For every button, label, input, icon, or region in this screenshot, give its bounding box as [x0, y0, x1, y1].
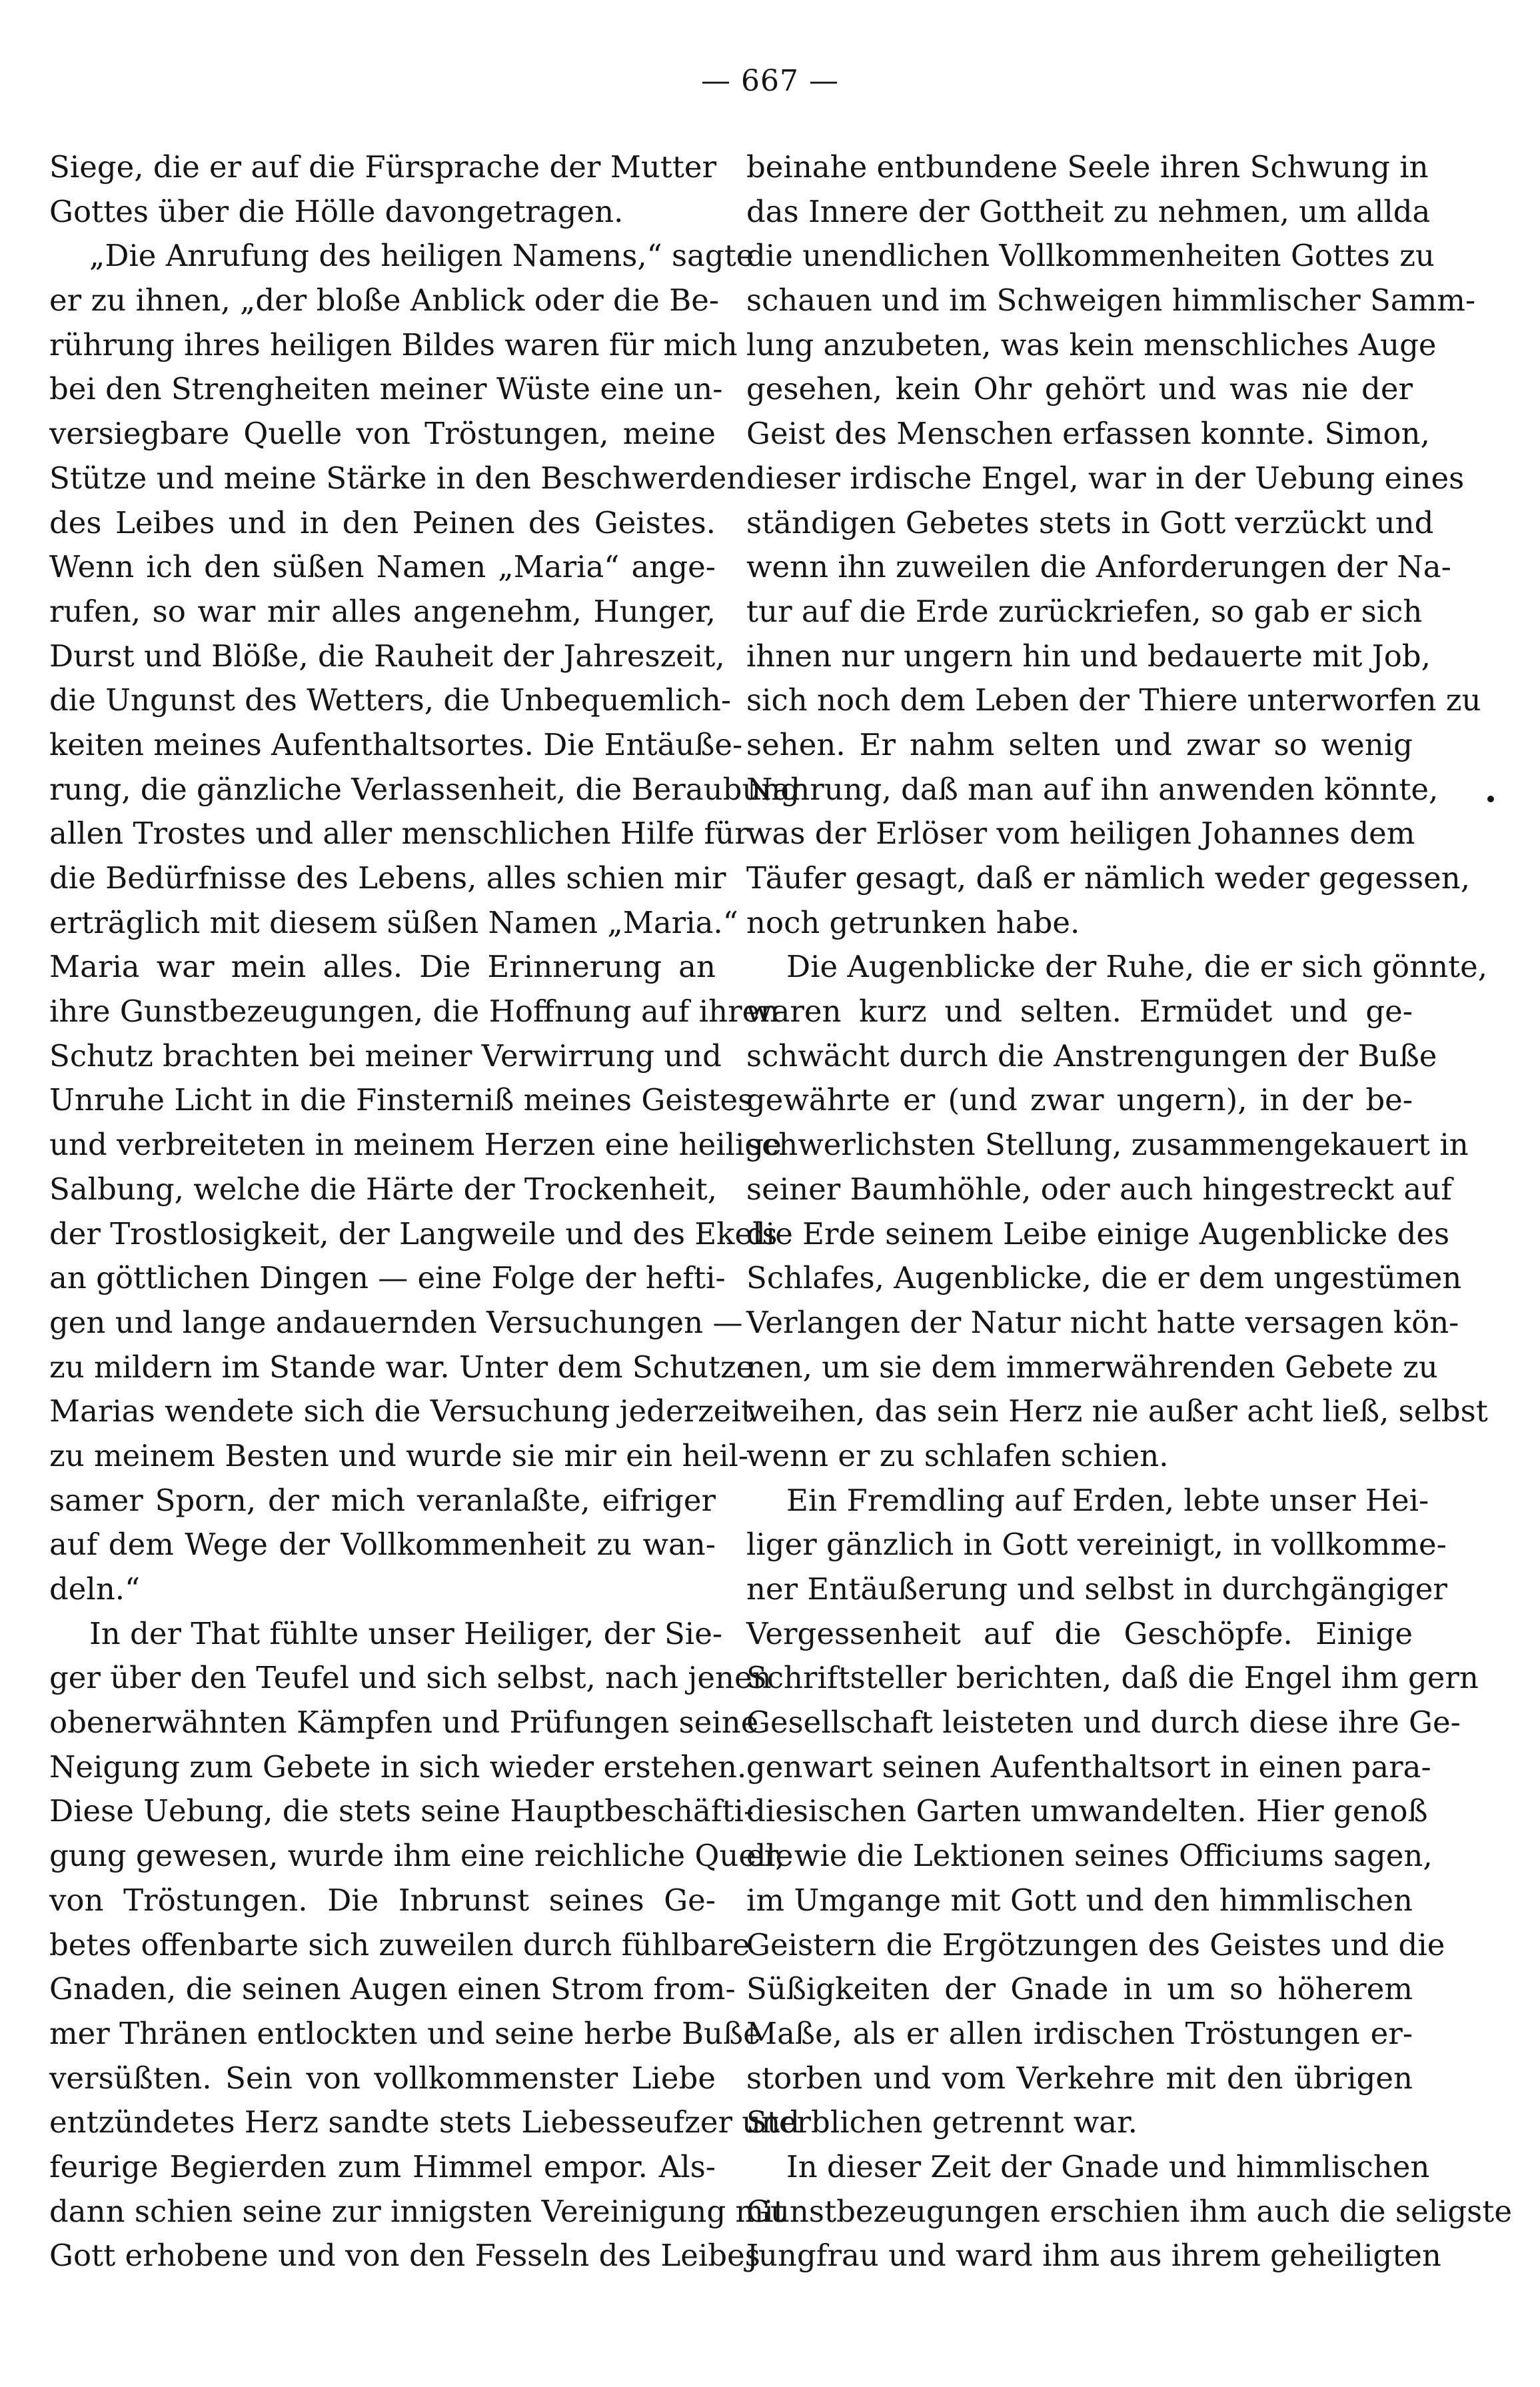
text-line: auf dem Wege der Vollkommenheit zu wan- [49, 1527, 716, 1563]
text-line: Vergessenheit auf die Geschöpfe. Einige [746, 1615, 1413, 1651]
text-line: dann schien seine zur innigsten Vereinigung mit [49, 2193, 786, 2229]
text-line: betes offenbarte sich zuweilen durch fühlbare [49, 1927, 750, 1963]
print-speck [1487, 796, 1494, 802]
text-line: zu meinem Besten und wurde sie mir ein heil- [49, 1437, 749, 1473]
text-line: Stütze und meine Stärke in den Beschwerden [49, 460, 746, 496]
text-line: storben und vom Verkehre mit den übrigen [746, 2060, 1413, 2096]
text-line: gewährte er (und zwar ungern), in der be- [746, 1082, 1413, 1118]
text-line: seiner Baumhöhle, oder auch hingestreckt auf [746, 1171, 1452, 1207]
text-line: rührung ihres heiligen Bildes waren für mich [49, 327, 738, 363]
text-line: Jungfrau und ward ihm aus ihrem geheiligten [746, 2238, 1441, 2274]
text-line: und verbreiteten in meinem Herzen eine heilige [49, 1127, 782, 1163]
text-line: an göttlichen Dingen — eine Folge der hefti- [49, 1260, 726, 1296]
text-line: schwächt durch die Anstrengungen der Buße [746, 1038, 1437, 1074]
page-number: — 667 — [701, 64, 839, 98]
text-line: Maße, als er allen irdischen Tröstungen er- [746, 2015, 1413, 2051]
text-line: waren kurz und selten. Ermüdet und ge- [746, 994, 1413, 1030]
text-line: dieser irdische Engel, war in der Uebung eines [746, 460, 1465, 496]
text-line: Geistern die Ergötzungen des Geistes und die [746, 1927, 1445, 1963]
text-line: er zu ihnen, „der bloße Anblick oder die Be- [49, 283, 720, 319]
text-line: entzündetes Herz sandte stets Liebesseufzer und [49, 2104, 800, 2140]
text-line: In der That fühlte unser Heiliger, der Sie- [89, 1615, 723, 1651]
right-column [746, 145, 1512, 2278]
text-line: nen, um sie dem immerwährenden Gebete zu [746, 1349, 1438, 1385]
text-line: das Innere der Gottheit zu nehmen, um allda [746, 193, 1431, 229]
left-column [49, 145, 800, 2278]
text-line: lung anzubeten, was kein menschliches Auge [746, 327, 1437, 363]
text-line: Unruhe Licht in die Finsterniß meines Geistes [49, 1082, 754, 1118]
text-line: Gesellschaft leisteten und durch diese ihre Ge- [746, 1705, 1461, 1741]
text-line: Maria war mein alles. Die Erinnerung an [49, 949, 716, 985]
text-line: versiegbare Quelle von Tröstungen, meine [49, 416, 716, 452]
text-line: ger über den Teufel und sich selbst, nach jenen [49, 1660, 772, 1696]
text-line: versüßten. Sein von vollkommenster Liebe [49, 2060, 716, 2096]
text-line: deln.“ [49, 1571, 141, 1607]
text-line: Neigung zum Gebete in sich wieder erstehen. [49, 1749, 747, 1785]
text-line: diesischen Garten umwandelten. Hier genoß [746, 1793, 1428, 1829]
text-line: von Tröstungen. Die Inbrunst seines Ge- [49, 1882, 716, 1918]
text-line: schwerlichsten Stellung, zusammengekauert in [746, 1127, 1469, 1163]
text-line: was der Erlöser vom heiligen Johannes dem [746, 816, 1415, 852]
text-line: Süßigkeiten der Gnade in um so höherem [746, 1971, 1413, 2007]
text-line: In dieser Zeit der Gnade und himmlischen [786, 2148, 1430, 2184]
text-line: Täufer gesagt, daß er nämlich weder gegessen, [746, 860, 1471, 896]
text-line: die Erde seinem Leibe einige Augenblicke des [746, 1215, 1450, 1251]
text-line: feurige Begierden zum Himmel empor. Als- [49, 2148, 716, 2184]
text-line: samer Sporn, der mich veranlaßte, eifriger [49, 1482, 716, 1518]
text-line: der Trostlosigkeit, der Langweile und des Ekels [49, 1215, 778, 1251]
text-line: Durst und Blöße, die Rauheit der Jahreszeit, [49, 638, 725, 674]
text-line: die Ungunst des Wetters, die Unbequemlich- [49, 682, 732, 718]
text-line: Diese Uebung, die stets seine Hauptbeschäfti- [49, 1793, 754, 1829]
text-line: sich noch dem Leben der Thiere unterworfen zu [746, 682, 1481, 718]
text-line: weihen, das sein Herz nie außer acht ließ, selbst [746, 1393, 1488, 1429]
text-line: des Leibes und in den Peinen des Geistes. [49, 504, 716, 540]
text-line: rufen, so war mir alles angenehm, Hunger, [49, 593, 716, 629]
text-line: beinahe entbundene Seele ihren Schwung in [746, 149, 1429, 185]
text-line: Salbung, welche die Härte der Trockenheit, [49, 1171, 717, 1207]
text-line: erträglich mit diesem süßen Namen „Maria.“ [49, 904, 738, 940]
text-line: wenn ihn zuweilen die Anforderungen der Na- [746, 549, 1451, 585]
text-line: ner Entäußerung und selbst in durchgängiger [746, 1571, 1447, 1607]
text-line: Gottes über die Hölle davongetragen. [49, 193, 624, 229]
text-line: noch getrunken habe. [746, 904, 1080, 940]
text-line: Ein Fremdling auf Erden, lebte unser Hei- [786, 1482, 1429, 1518]
text-line: mer Thränen entlockten und seine herbe Buße [49, 2015, 761, 2051]
text-line: allen Trostes und aller menschlichen Hilfe für [49, 816, 749, 852]
text-line: sehen. Er nahm selten und zwar so wenig [746, 726, 1413, 762]
text-line: die Bedürfnisse des Lebens, alles schien mir [49, 860, 726, 896]
text-line: liger gänzlich in Gott vereinigt, in vollkomme- [746, 1527, 1447, 1563]
text-line: Die Augenblicke der Ruhe, die er sich gönnte, [786, 949, 1488, 985]
text-line: ihnen nur ungern hin und bedauerte mit Job, [746, 638, 1431, 674]
text-line: gen und lange andauernden Versuchungen — [49, 1304, 743, 1340]
text-line: Wenn ich den süßen Namen „Maria“ ange- [49, 549, 716, 585]
text-line: Schriftsteller berichten, daß die Engel ihm gern [746, 1660, 1479, 1696]
text-line: schauen und im Schweigen himmlischer Samm- [746, 283, 1476, 319]
text-line: im Umgange mit Gott und den himmlischen [746, 1882, 1413, 1918]
text-line: gung gewesen, wurde ihm eine reichliche Quelle [49, 1838, 794, 1874]
text-line: ihre Gunstbezeugungen, die Hoffnung auf ihren [49, 994, 780, 1030]
text-line: Gunstbezeugungen erschien ihm auch die seligste [746, 2193, 1512, 2229]
text-line: gesehen, kein Ohr gehört und was nie der [746, 371, 1413, 407]
text-line: genwart seinen Aufenthaltsort in einen para- [746, 1749, 1431, 1785]
text-line: obenerwähnten Kämpfen und Prüfungen seine [49, 1705, 759, 1741]
text-line: zu mildern im Stande war. Unter dem Schutze [49, 1349, 754, 1385]
text-line: ständigen Gebetes stets in Gott verzückt und [746, 504, 1434, 540]
text-line: Geist des Menschen erfassen konnte. Simon, [746, 416, 1430, 452]
text-line: keiten meines Aufenthaltsortes. Die Entäuße- [49, 726, 743, 762]
text-line: Sterblichen getrennt war. [746, 2104, 1138, 2140]
text-line: Gnaden, die seinen Augen einen Strom from- [49, 1971, 736, 2007]
text-line: Schutz brachten bei meiner Verwirrung und [49, 1038, 722, 1074]
text-line: Nahrung, daß man auf ihn anwenden könnte, [746, 771, 1439, 807]
text-line: Schlafes, Augenblicke, die er dem ungestümen [746, 1260, 1462, 1296]
text-line: Gott erhobene und von den Fesseln des Leibes [49, 2238, 760, 2274]
text-line: er, wie die Lektionen seines Officiums sagen, [746, 1838, 1433, 1874]
text-line: Marias wendete sich die Versuchung jederzeit [49, 1393, 753, 1429]
text-line: bei den Strengheiten meiner Wüste eine un- [49, 371, 723, 407]
text-line: Verlangen der Natur nicht hatte versagen kön- [746, 1304, 1459, 1340]
text-line: die unendlichen Vollkommenheiten Gottes zu [746, 238, 1435, 274]
text-line: tur auf die Erde zurückriefen, so gab er sich [746, 593, 1423, 629]
text-line: „Die Anrufung des heiligen Namens,“ sagte [89, 238, 754, 274]
text-line: wenn er zu schlafen schien. [746, 1437, 1169, 1473]
text-line: Siege, die er auf die Fürsprache der Mutter [49, 149, 717, 185]
text-line: rung, die gänzliche Verlassenheit, die Beraubung [49, 771, 800, 807]
